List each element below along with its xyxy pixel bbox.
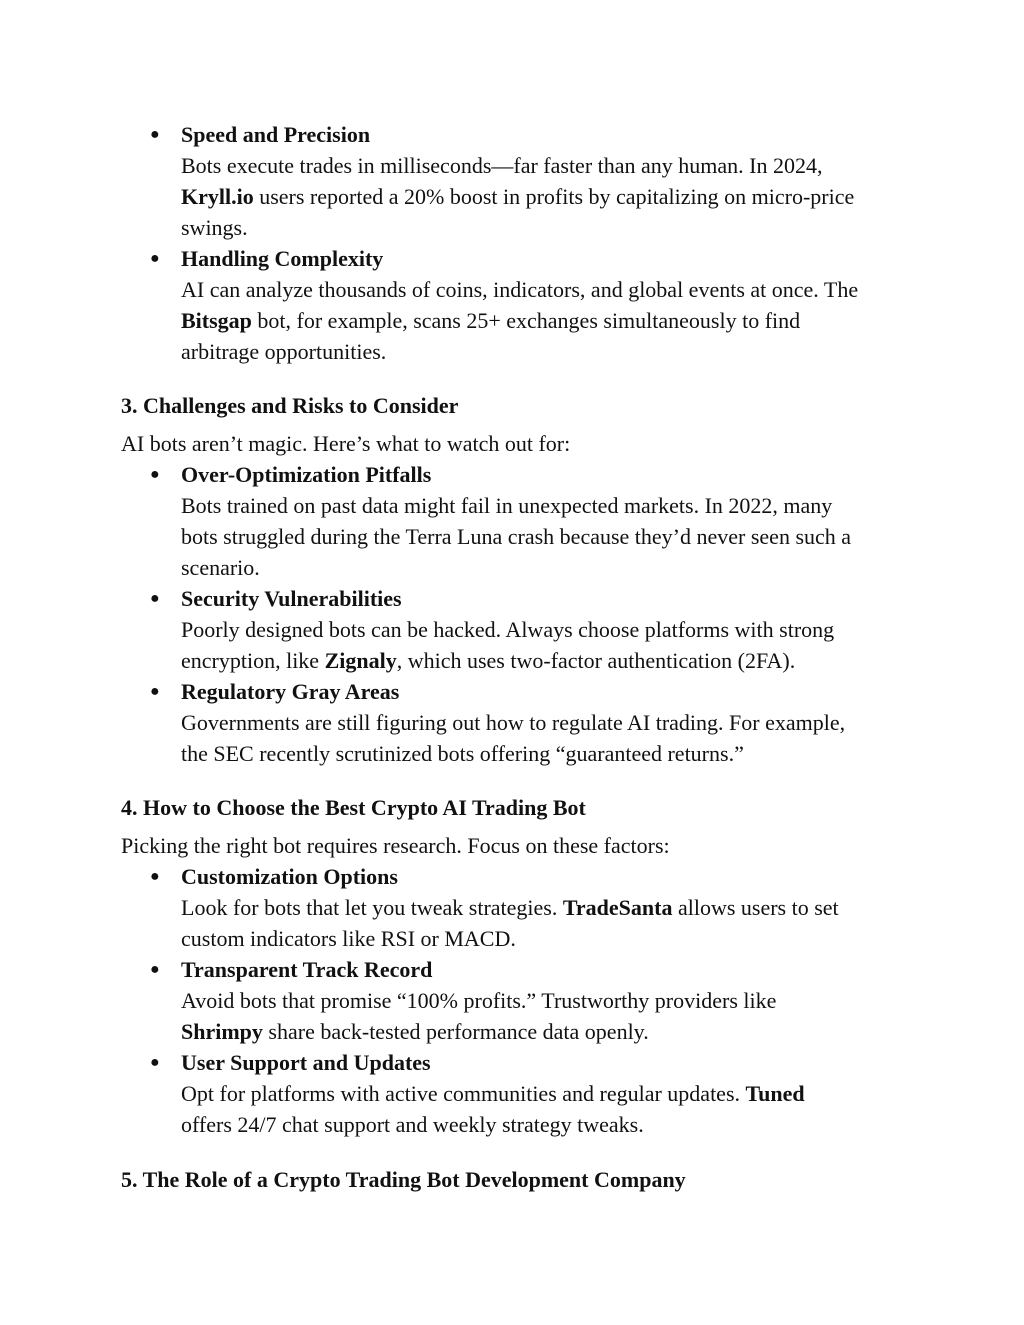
- item-text-rest: , which uses two-factor authentication (2FA).: [396, 648, 796, 673]
- item-text: the SEC recently scrutinized bots offering “guaranteed returns.”: [181, 741, 744, 766]
- brand-name: Kryll.io: [181, 184, 254, 209]
- item-title: Regulatory Gray Areas: [181, 679, 400, 704]
- brand-name: Bitsgap: [181, 308, 252, 333]
- item-text: [181, 1078, 805, 1109]
- brand-name: Tuned: [745, 1081, 805, 1106]
- item-title: Speed and Precision: [181, 122, 371, 147]
- item-text: [181, 645, 795, 676]
- item-text: swings.: [181, 215, 248, 240]
- item-text-pre: Look for bots that let you tweak strategies.: [181, 895, 563, 920]
- item-title: Over-Optimization Pitfalls: [181, 462, 432, 487]
- bullet-icon: ●: [150, 590, 160, 607]
- section-heading: 3. Challenges and Risks to Consider: [121, 393, 459, 418]
- item-title: Customization Options: [181, 864, 398, 889]
- item-title: Handling Complexity: [181, 246, 384, 271]
- item-title: Transparent Track Record: [181, 957, 433, 982]
- item-text: [181, 892, 839, 923]
- item-text: [181, 181, 854, 212]
- bullet-icon: ●: [150, 961, 160, 978]
- item-text-rest: bot, for example, scans 25+ exchanges simultaneously to find: [251, 308, 801, 333]
- item-text: Bots execute trades in milliseconds—far faster than any human. In 2024,: [181, 153, 823, 178]
- brand-name: Shrimpy: [181, 1019, 263, 1044]
- item-text-rest: share back-tested performance data openly.: [262, 1019, 649, 1044]
- section-intro: Picking the right bot requires research. Focus on these factors:: [121, 833, 670, 858]
- item-text: Avoid bots that promise “100% profits.” Trustworthy providers like: [181, 988, 777, 1013]
- bullet-icon: ●: [150, 868, 160, 885]
- section-heading: 5. The Role of a Crypto Trading Bot Development Company: [121, 1167, 686, 1192]
- section-intro: AI bots aren’t magic. Here’s what to watch out for:: [121, 431, 571, 456]
- item-title: Security Vulnerabilities: [181, 586, 402, 611]
- item-title: User Support and Updates: [181, 1050, 431, 1075]
- bullet-icon: ●: [150, 683, 160, 700]
- item-text: AI can analyze thousands of coins, indicators, and global events at once. The: [181, 277, 859, 302]
- brand-name: TradeSanta: [562, 895, 673, 920]
- item-text: scenario.: [181, 555, 260, 580]
- item-text-pre: encryption, like: [181, 648, 325, 673]
- item-text-rest: users reported a 20% boost in profits by capitalizing on micro-price: [253, 184, 855, 209]
- item-text: Governments are still figuring out how to regulate AI trading. For example,: [181, 710, 846, 735]
- section-heading: 4. How to Choose the Best Crypto AI Trading Bot: [121, 795, 586, 820]
- item-text: offers 24/7 chat support and weekly strategy tweaks.: [181, 1112, 644, 1137]
- brand-name: Zignaly: [324, 648, 397, 673]
- item-text: Poorly designed bots can be hacked. Always choose platforms with strong: [181, 617, 835, 642]
- bullet-icon: ●: [150, 126, 160, 143]
- item-text: custom indicators like RSI or MACD.: [181, 926, 516, 951]
- item-text-rest: allows users to set: [672, 895, 839, 920]
- bullet-icon: ●: [150, 466, 160, 483]
- item-text: Bots trained on past data might fail in unexpected markets. In 2022, many: [181, 493, 833, 518]
- bullet-icon: ●: [150, 250, 160, 267]
- item-text: arbitrage opportunities.: [181, 339, 387, 364]
- item-text-pre: Opt for platforms with active communities and regular updates.: [181, 1081, 746, 1106]
- item-text: [181, 305, 800, 336]
- bullet-icon: ●: [150, 1054, 160, 1071]
- item-text: [181, 1016, 649, 1047]
- item-text: bots struggled during the Terra Luna crash because they’d never seen such a: [181, 524, 852, 549]
